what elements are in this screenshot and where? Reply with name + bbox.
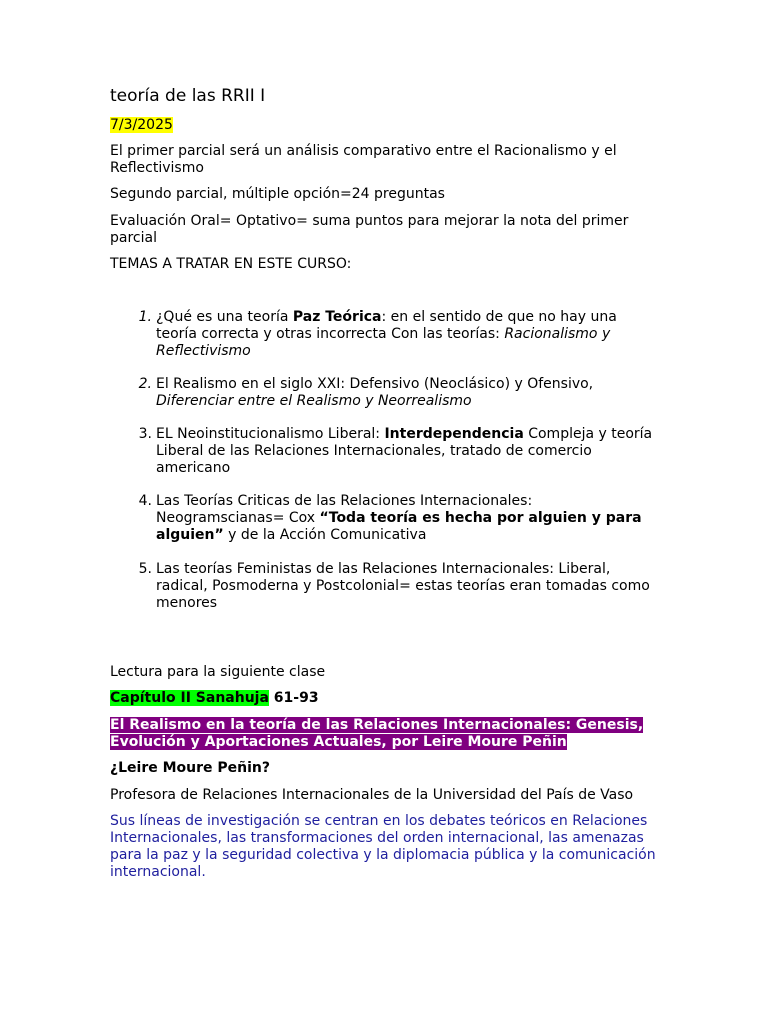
topic-text-part: y de la Acción Comunicativa [223,527,427,543]
author-bio: Profesora de Relaciones Internacionales de la Universidad del País de Vaso [110,787,634,803]
research-paragraph: Sus líneas de investigación se centran en los debates teóricos en Relaciones Internacionales, las transformaciones del orden internacional, las amenazas para la paz y la seguridad colectiva y la diplomacia pública y la comunicación internacional. [110,813,656,880]
intro-paragraph-3: Evaluación Oral= Optativo= suma puntos para mejorar la nota del primer parcial [110,213,629,246]
topic-text-part: Racionalismo y Reflectivismo [156,326,611,359]
topic-text-part: EL Neoinstitucionalismo Liberal: [156,426,385,442]
topic-text [156,376,661,410]
topics-heading: TEMAS A TRATAR EN ESTE CURSO: [110,256,352,272]
topic-number: 5. [138,561,152,577]
chapter-pages: 61-93 [268,690,319,706]
topic-text-part: Paz Teórica [292,309,382,325]
topic-number: 1. [138,309,152,325]
date-line [110,117,660,134]
document-title: teoría de las RRII I [110,86,266,106]
article-title-highlight: El Realismo en la teoría de las Relaciones Internacionales: Genesis, Evolución y Aportaciones Actuales, por Leire Moure Peñin [110,717,644,750]
topic-text-part: : en el sentido de que no hay una teoría correcta y otras incorrecta Con las teorías: [156,309,617,342]
topic-text-part: Interdependencia [384,426,524,442]
article-title-line [110,717,660,751]
topic-text [156,493,661,544]
topic-text-part: Diferenciar entre el Realismo y Neorrealismo [156,393,472,409]
intro-paragraph-2: Segundo parcial, múltiple opción=24 preguntas [110,186,445,202]
date-highlight: 7/3/2025 [110,117,173,133]
topic-number: 3. [138,426,152,442]
chapter-highlight: Capítulo II Sanahuja [110,690,269,706]
topic-text-part: Compleja y teoría Liberal de las Relaciones Internacionales, tratado de comercio americano [156,426,653,476]
topic-number: 2. [138,376,152,392]
topic-text [156,561,661,612]
topic-text [156,309,661,360]
topic-number: 4. [138,493,152,509]
topic-text-part: Las Teorías Criticas de las Relaciones Internacionales: Neogramscianas= Cox [156,493,533,526]
author-question: ¿Leire Moure Peñin? [110,760,271,776]
intro-paragraph-1: El primer parcial será un análisis comparativo entre el Racionalismo y el Reflectivismo [110,143,617,176]
topic-text-part: Las teorías Feministas de las Relaciones Internacionales: Liberal, radical, Posmoderna y Postcolonial= estas teorías eran tomadas como menores [156,561,650,611]
topic-text-part: ¿Qué es una teoría [156,309,293,325]
topic-text-part: El Realismo en el siglo XXI: Defensivo (Neoclásico) y Ofensivo, [156,376,594,392]
topic-text-part: “Toda teoría es hecha por alguien y para alguien” [156,510,642,543]
reading-label: Lectura para la siguiente clase [110,664,326,680]
chapter-line [110,690,660,707]
topic-text [156,426,661,477]
